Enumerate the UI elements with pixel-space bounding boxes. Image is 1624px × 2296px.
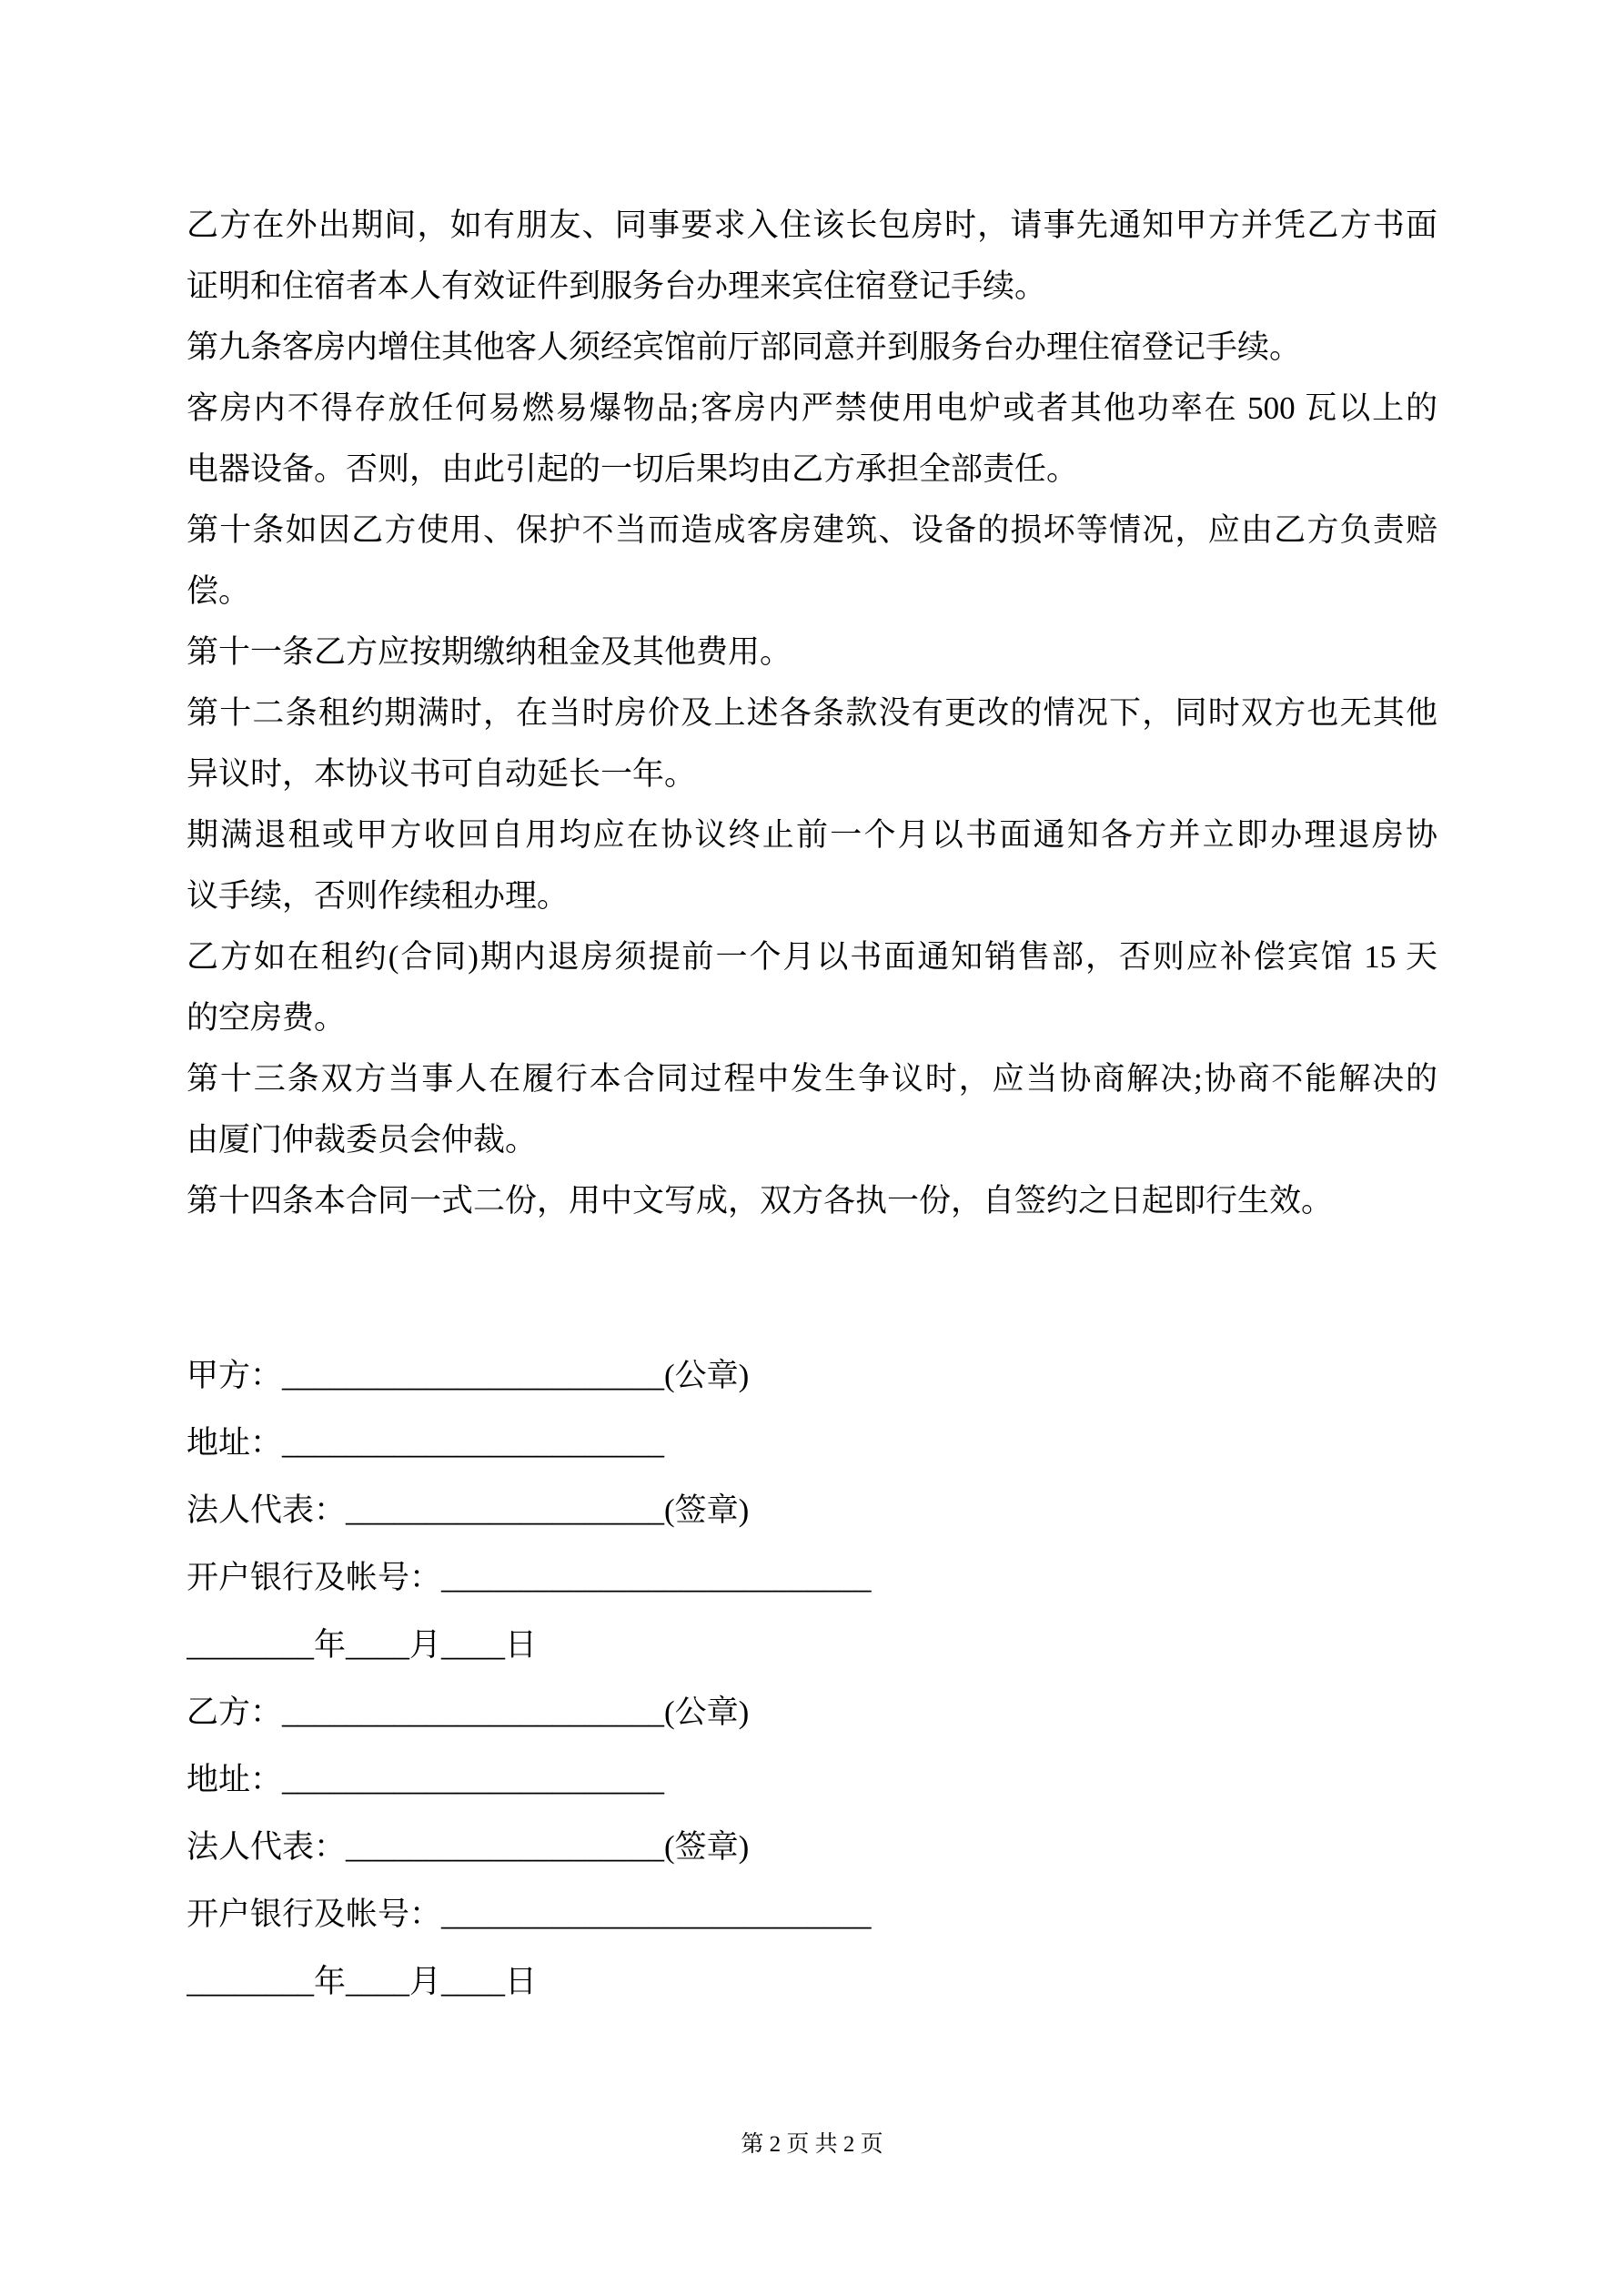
- body-line: 证明和住宿者本人有效证件到服务台办理来宾住宿登记手续。: [187, 268, 1047, 304]
- body-line: 的空房费。: [187, 1000, 347, 1036]
- body-line: 期满退租或甲方收回自用均应在协议终止前一个月以书面通知各方并立即办理退房协: [187, 817, 1437, 853]
- contract-body: [187, 195, 1437, 1231]
- body-line: 第十四条本合同一式二份，用中文写成，双方各执一份，自签约之日起即行生效。: [187, 1183, 1334, 1219]
- body-line: 乙方在外出期间，如有朋友、同事要求入住该长包房时，请事先通知甲方并凭乙方书面: [187, 207, 1437, 243]
- body-line: 乙方如在租约(合同)期内退房须提前一个月以书面通知销售部，否则应补偿宾馆 15 天: [187, 939, 1437, 975]
- body-line: 异议时，本协议书可自动延长一年。: [187, 756, 697, 792]
- page-number-footer: 第 2 页 共 2 页: [741, 2132, 883, 2157]
- signature-party-b-name: 乙方：________________________(公章): [187, 1694, 750, 1730]
- body-line: 由厦门仲裁委员会仲裁。: [187, 1122, 538, 1158]
- signature-party-a-name: 甲方：________________________(公章): [187, 1358, 750, 1393]
- signature-party-b-bank-account: 开户银行及帐号：___________________________: [187, 1896, 872, 1932]
- signature-party-b-representative: 法人代表：____________________(签章): [187, 1829, 750, 1865]
- signature-party-b-address: 地址：________________________: [187, 1762, 665, 1797]
- body-line: 客房内不得存放任何易燃易爆物品;客房内严禁使用电炉或者其他功率在 500 瓦以上的: [187, 390, 1437, 426]
- body-line: 偿。: [187, 573, 251, 609]
- signature-party-a-representative: 法人代表：____________________(签章): [187, 1492, 750, 1528]
- signature-block: [187, 1342, 1437, 2016]
- signature-party-a-address: 地址：________________________: [187, 1425, 665, 1461]
- body-line: 第十三条双方当事人在履行本合同过程中发生争议时，应当协商解决;协商不能解决的: [187, 1061, 1437, 1097]
- body-line: 第十一条乙方应按期缴纳租金及其他费用。: [187, 634, 792, 670]
- body-line: 第十条如因乙方使用、保护不当而造成客房建筑、设备的损坏等情况，应由乙方负责赔: [187, 512, 1437, 548]
- signature-party-a-date: ________年____月____日: [187, 1627, 538, 1663]
- body-line: 议手续，否则作续租办理。: [187, 878, 570, 914]
- signature-party-b-date: ________年____月____日: [187, 1964, 538, 1999]
- signature-party-a-bank-account: 开户银行及帐号：___________________________: [187, 1560, 872, 1595]
- body-line: 第十二条租约期满时，在当时房价及上述各条款没有更改的情况下，同时双方也无其他: [187, 695, 1437, 731]
- body-line: 第九条客房内增住其他客人须经宾馆前厅部同意并到服务台办理住宿登记手续。: [187, 329, 1302, 365]
- body-line: 电器设备。否则，由此引起的一切后果均由乙方承担全部责任。: [187, 451, 1079, 487]
